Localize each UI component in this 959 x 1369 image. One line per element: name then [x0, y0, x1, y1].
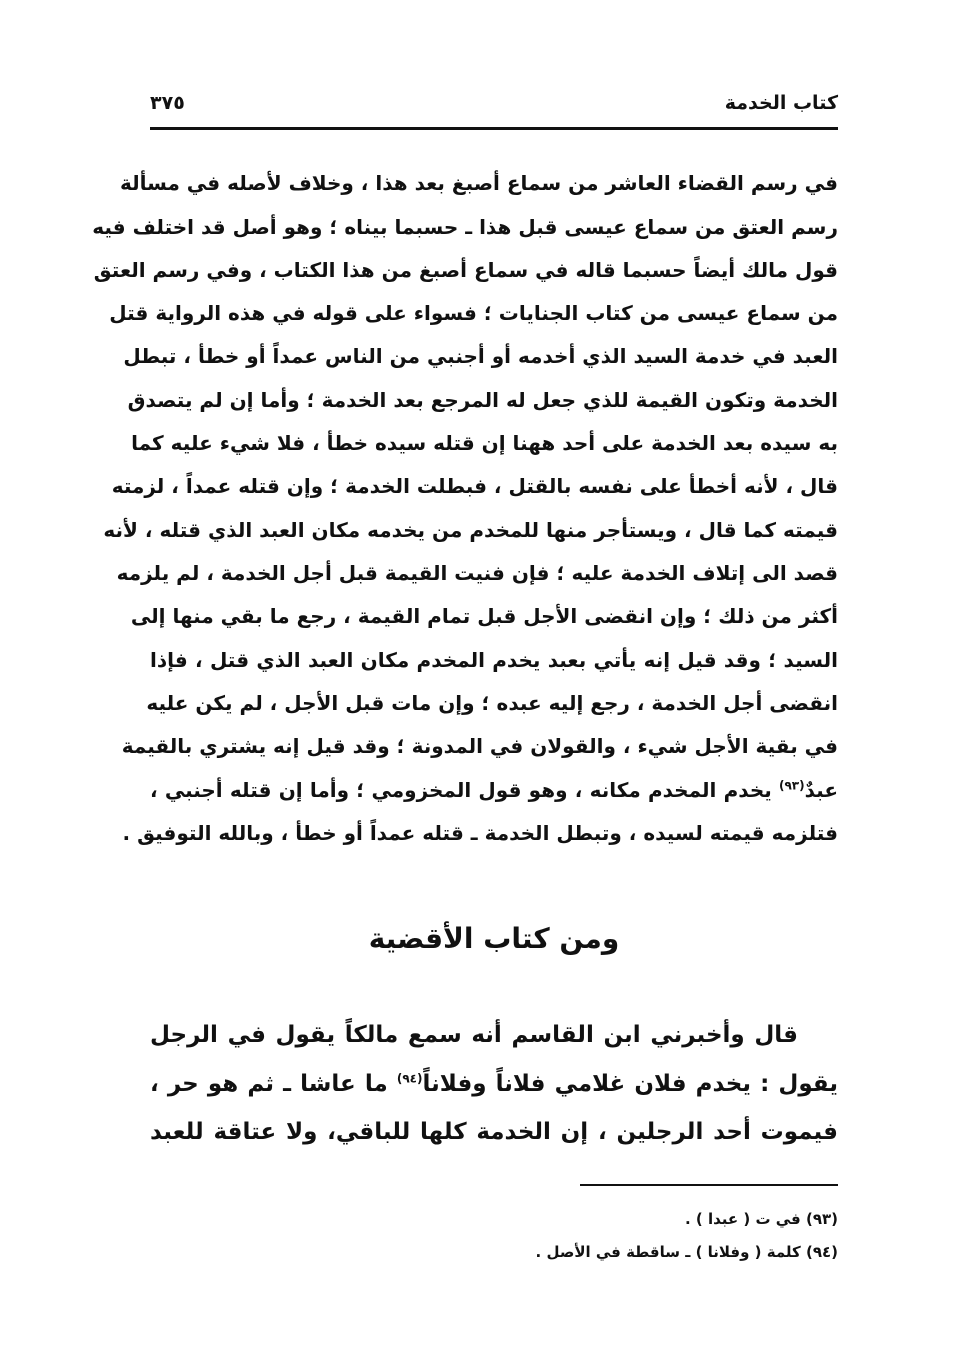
text-line: [150, 775, 838, 805]
text: يقول : يخدم فلان غلامي فلاناً وفلاناً: [422, 1071, 838, 1097]
footnote-93: (٩٣) في ت ( عبدا ) .: [684, 1210, 838, 1228]
text-line: فيموت أحد الرجلين ، إن الخدمة كلها للباقي، ولا عتاقة للعبد: [150, 1119, 838, 1145]
text-line: [150, 1018, 838, 1052]
text-line: في رسم القضاء العاشر من سماع أصبغ بعد هذا ، وخلاف لأصله في مسألة: [119, 171, 838, 195]
text: يخدم المخدم مكانه ، وهو قول المخزومي ؛ وأما إن قتله أجنبي ،: [150, 778, 779, 802]
text-line: انقضى أجل الخدمة ، رجع إليه عبده ؛ وإن مات قبل الأجل ، لم يكن عليه: [146, 691, 838, 715]
text-line: قصد الى إتلاف الخدمة عليه ؛ فإن فنيت القيمة قبل أجل الخدمة ، لم يلزمه: [116, 561, 838, 585]
text: قال وأخبرني ابن القاسم أنه سمع مالكاً يقول في الرجل: [150, 1022, 798, 1048]
page-number: ٣٧٥: [150, 92, 185, 114]
text-line: به سيده بعد الخدمة على أحد ههنا إن قتله سيده خطأ ، فلا شيء عليه كما: [131, 431, 838, 455]
text: عبدٌ: [804, 778, 838, 802]
text-line: [150, 1067, 838, 1101]
text-line: قال ، لأنه أخطأ على نفسه بالقتل ، فبطلت الخدمة ؛ وإن قتله عمداً ، لزمته: [111, 474, 838, 498]
text-line: من سماع عيسى من كتاب الجنايات ؛ فسواء على قوله في هذه الرواية قتل: [109, 301, 838, 325]
text-line: العبد في خدمة السيد الذي أخدمه أو أجنبي من الناس عمداً أو خطأ ، تبطل: [123, 344, 838, 368]
footnote-ref-94[interactable]: (٩٤): [396, 1071, 423, 1086]
section-heading: ومن كتاب الأقضية: [368, 922, 620, 955]
footnote-94: (٩٤) كلمة ( وفلانا ) ـ ساقطة في الأصل .: [535, 1243, 838, 1261]
text-line: الخدمة وتكون القيمة للذي جعل له المرجع بعد الخدمة ؛ وأما إن لم يتصدق: [127, 388, 838, 412]
text-line: في بقية الأجل شيء ، والقولان في المدونة ؛ وقد قيل إنه يشتري بالقيمة: [121, 734, 838, 758]
text-line: السيد ؛ وقد قيل إنه يأتي بعبد يخدم المخدم مكان العبد الذي قتل ، فإذا: [150, 648, 838, 672]
text-line: قول مالك أيضاً حسبما قاله في سماع أصبغ من هذا الكتاب ، وفي رسم العتق: [93, 258, 838, 282]
running-header-title: كتاب الخدمة: [724, 92, 838, 114]
text: ما عاشا ـ ثم هو حر ،: [150, 1071, 397, 1097]
text-line: قيمته كما قال ، ويستأجر منها للمخدم من يخدمه مكان العبد الذي قتله ، لأنه: [103, 518, 838, 542]
text-line: رسم العتق من سماع عيسى قبل هذا ـ حسبما بيناه ؛ وهو أصل قد اختلف فيه: [92, 215, 838, 239]
text-line: أكثر من ذلك ؛ وإن انقضى الأجل قبل تمام القيمة ، رجع ما بقي منها إلى: [130, 604, 838, 628]
header-rule: [150, 127, 838, 130]
footnote-ref-93[interactable]: (٩٣): [778, 778, 805, 793]
text-line: فتلزمه قيمته لسيده ، وتبطل الخدمة ـ قتله عمداً أو خطأ ، وبالله التوفيق .: [122, 821, 838, 845]
footnote-rule: [580, 1184, 838, 1186]
